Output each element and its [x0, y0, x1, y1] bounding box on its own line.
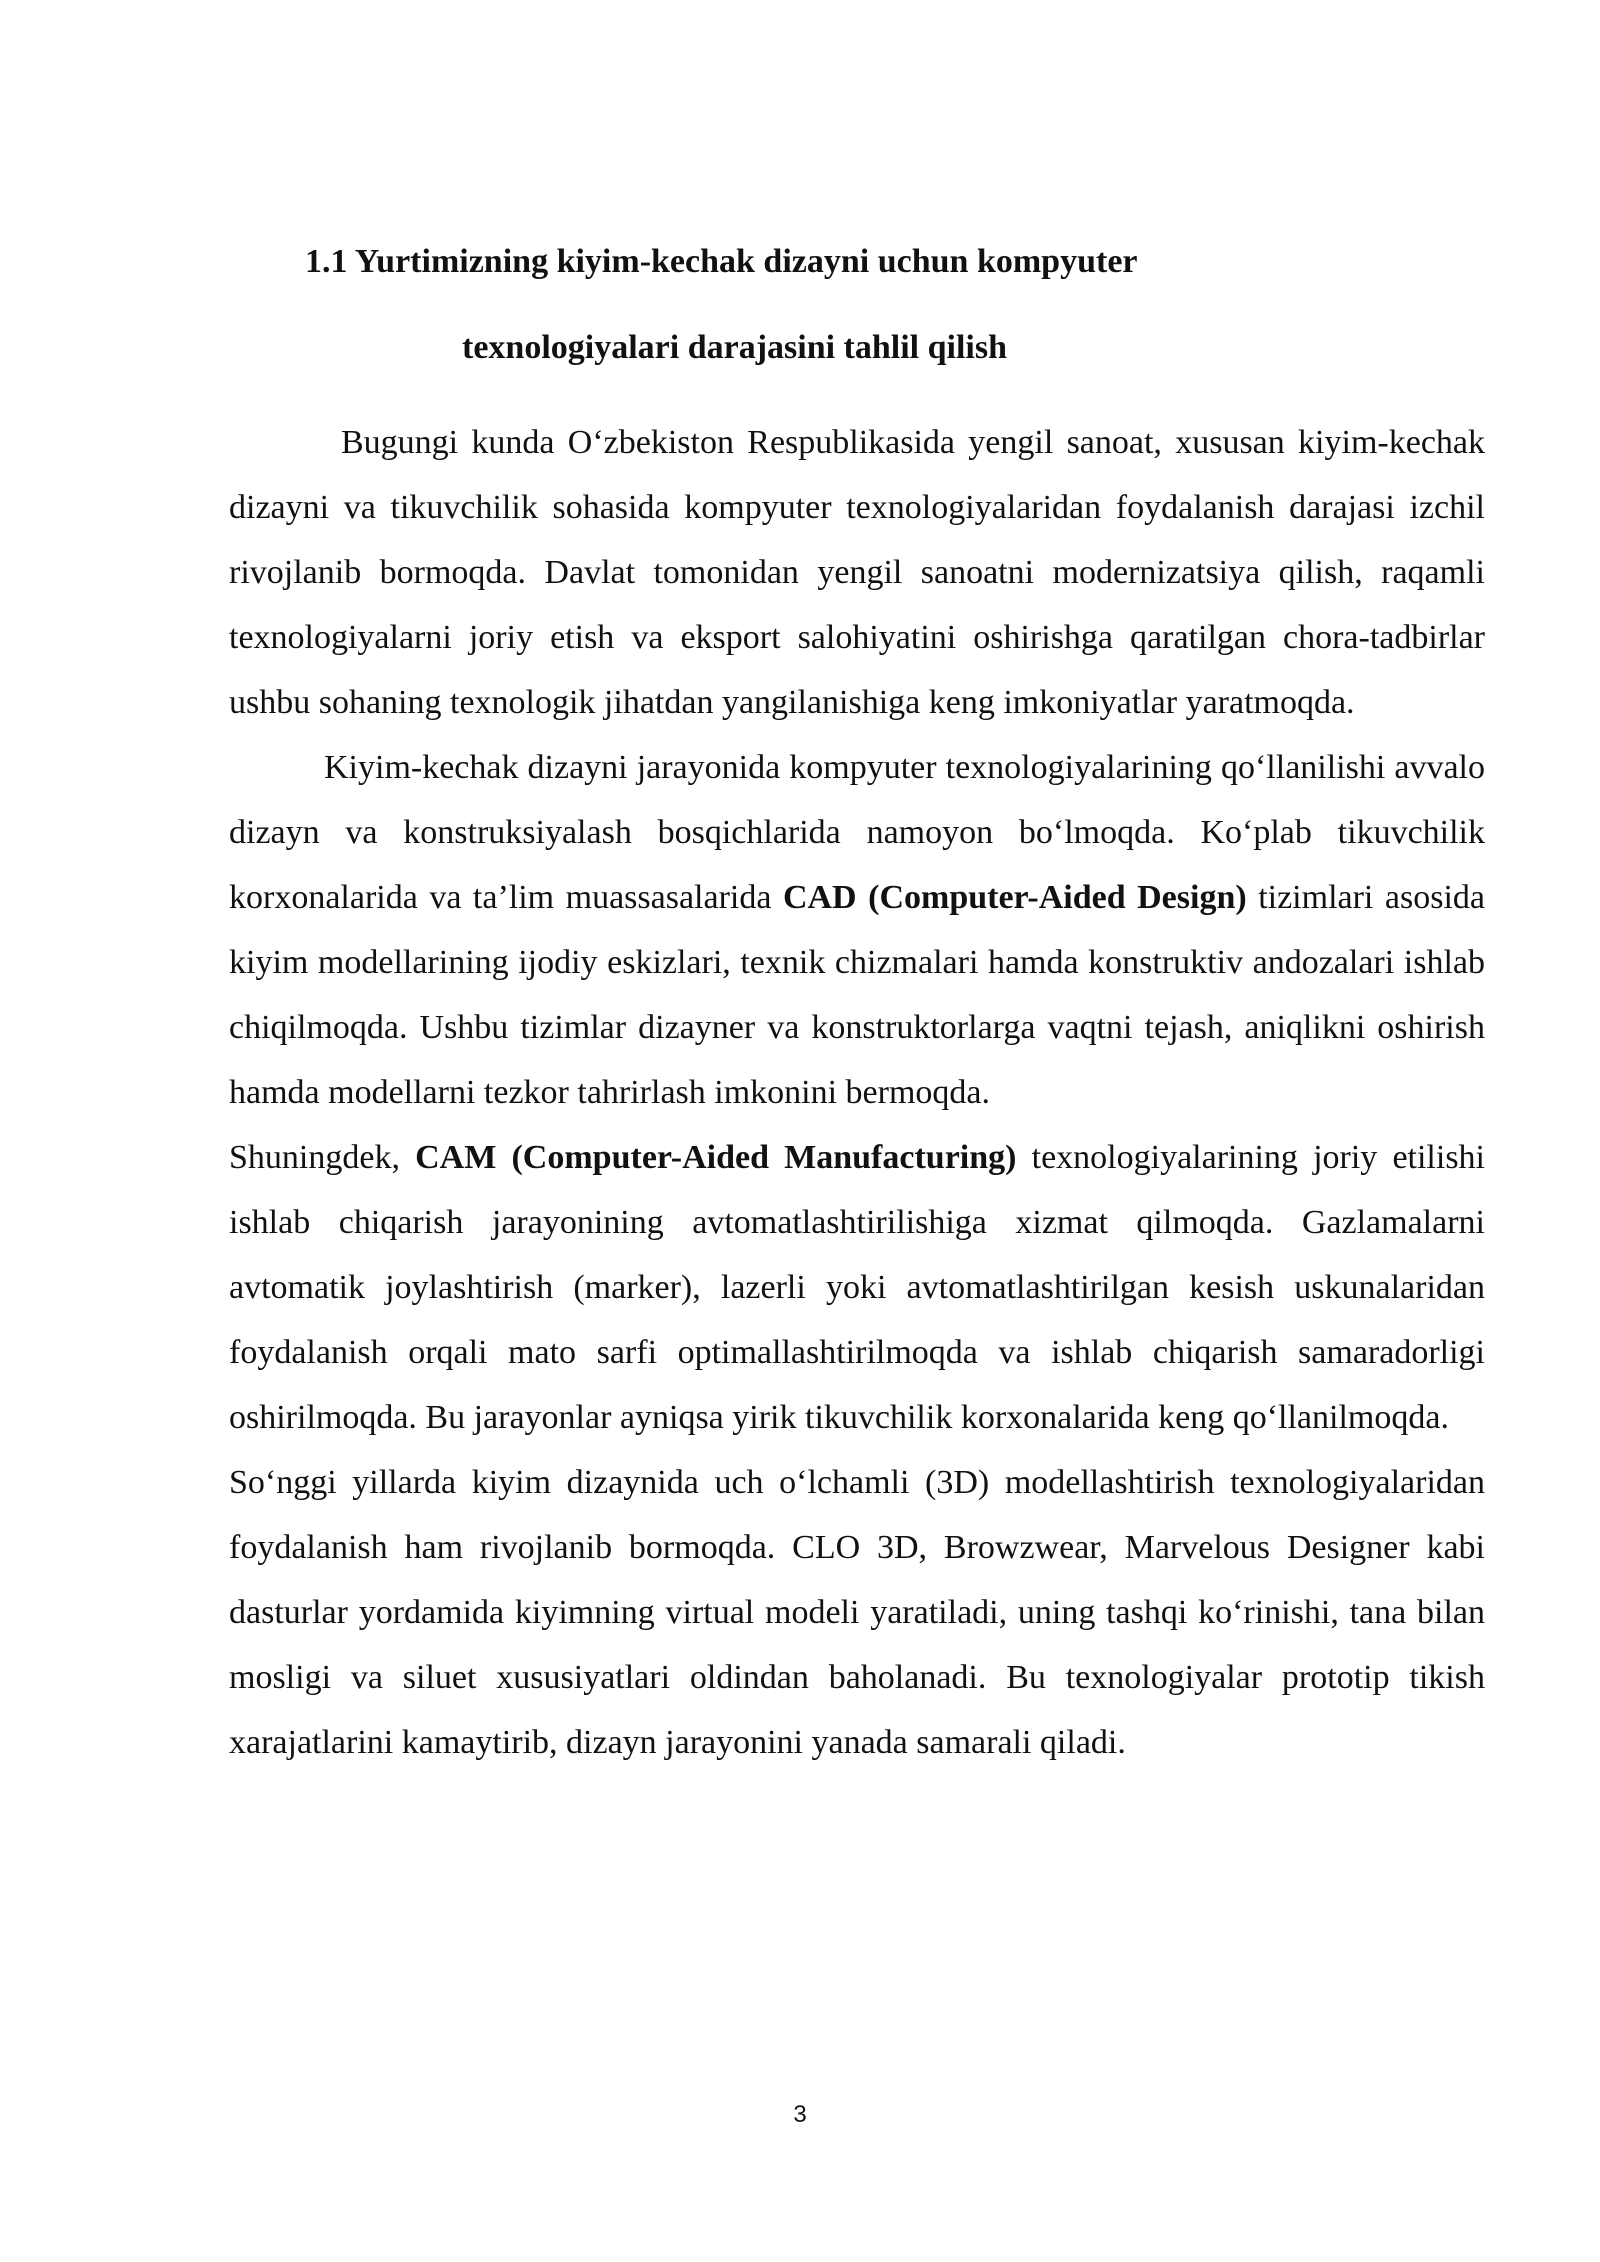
paragraph-3-text-before: Shuningdek,	[229, 1139, 416, 1176]
section-heading-line-2: texnologiyalari darajasini tahlil qilish	[462, 329, 1008, 366]
paragraph-2	[229, 735, 1485, 1125]
paragraph-2-text-after: tizimlari asosida kiyim modellarining ijodiy eskizlari, texnik chizmalari hamda konstruktiv andozalari ishlab chiqilmoqda. Ushbu tizimlar dizayner va konstruktorlarga vaqtni tejash, aniqlikni oshirish hamda modellarni tezkor tahrirlash imkonini bermoqda.	[229, 879, 1485, 1111]
section-heading-line-1: 1.1 Yurtimizning kiyim-kechak dizayni uchun kompyuter	[305, 243, 1138, 280]
paragraph-3	[229, 1125, 1485, 1450]
paragraph-2-bold-term: CAD (Computer-Aided Design)	[782, 879, 1247, 916]
body-text	[229, 410, 1485, 1775]
paragraph-3-text-after: texnologiyalarining joriy etilishi ishlab chiqarish jarayonining avtomatlashtirilishiga xizmat qilmoqda. Gazlamalarni avtomatik joylashtirish (marker), lazerli yoki avtomatlashtirilgan kesish uskunalaridan foydalanish orqali mato sarfi optimallashtirilmoqda va ishlab chiqarish samaradorligi oshirilmoqda. Bu jarayonlar ayniqsa yirik tikuvchilik korxonalarida keng qo‘llanilmoqda.	[229, 1139, 1486, 1436]
paragraph-1: Bugungi kunda O‘zbekiston Respublikasida yengil sanoat, xususan kiyim-kechak dizayni va tikuvchilik sohasida kompyuter texnologiyalaridan foydalanish darajasi izchil rivojlanib bormoqda. Davlat tomonidan yengil sanoatni modernizatsiya qilish, raqamli texnologiyalarni joriy etish va eksport salohiyatini oshirishga qaratilgan chora-tadbirlar ushbu sohaning texnologik jihatdan yangilanishiga keng imkoniyatlar yaratmoqda.	[229, 424, 1485, 721]
paragraph-2-text-before: Kiyim-kechak dizayni jarayonida kompyuter texnologiyalarining qo‘llanilishi avvalo dizayn va konstruksiyalash bosqichlarida namoyon bo‘lmoqda. Ko‘plab tikuvchilik korxonalarida va ta’lim muassasalarida	[229, 749, 1485, 916]
paragraph-4: So‘nggi yillarda kiyim dizaynida uch o‘lchamli (3D) modellashtirish texnologiyalaridan foydalanish ham rivojlanib bormoqda. CLO 3D, Browzwear, Marvelous Designer kabi dasturlar yordamida kiyimning virtual modeli yaratiladi, uning tashqi ko‘rinishi, tana bilan mosligi va siluet xususiyatlari oldindan baholanadi. Bu texnologiyalar prototip tikish xarajatlarini kamaytirib, dizayn jarayonini yanada samarali qiladi.	[229, 1464, 1485, 1761]
paragraph-3-bold-term: CAM (Computer-Aided Manufacturing)	[415, 1139, 1017, 1176]
page-number: 3	[793, 2101, 807, 2128]
